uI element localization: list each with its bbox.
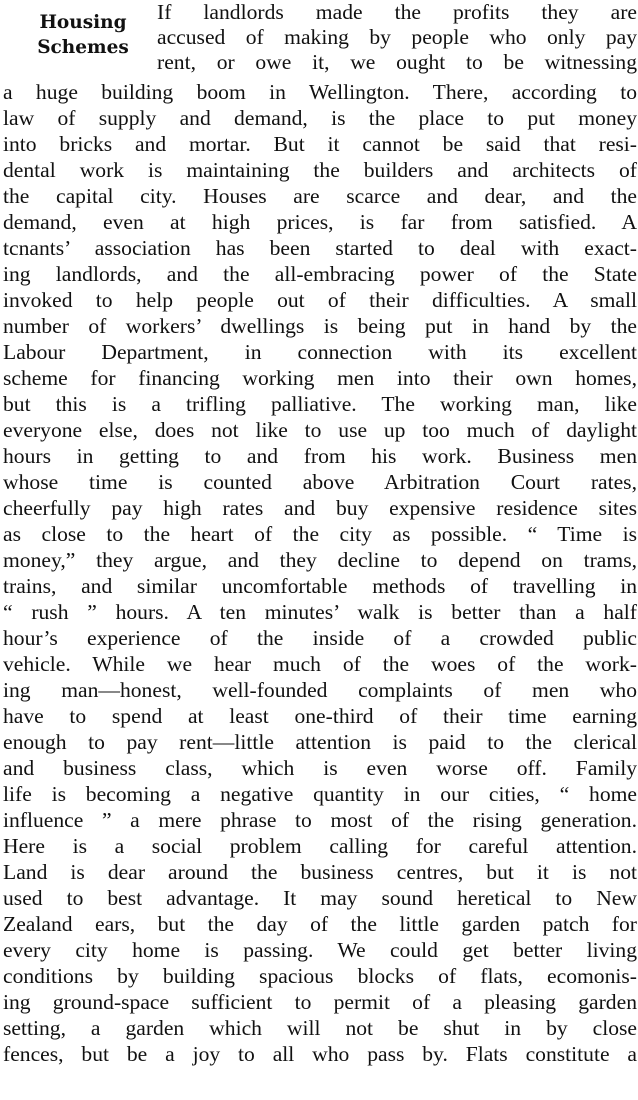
text-line: enough to pay rent—little attention is paid to the clerical xyxy=(3,730,637,754)
text-line: If landlords made the profits they are xyxy=(157,0,637,24)
text-line: ing ground-space sufficient to permit of a pleasing garden xyxy=(3,990,637,1014)
section-heading xyxy=(16,10,150,60)
text-line: conditions by building spacious blocks of flats, ecomonis- xyxy=(3,964,637,988)
text-line: Zealand ears, but the day of the little garden patch for xyxy=(3,912,637,936)
text-line: invoked to help people out of their difficulties. A small xyxy=(3,288,637,312)
text-line: but this is a trifling palliative. The working man, like xyxy=(3,392,637,416)
text-line: trains, and similar uncomfortable methods of travelling in xyxy=(3,574,637,598)
text-line: Land is dear around the business centres, but it is not xyxy=(3,860,637,884)
text-line: a huge building boom in Wellington. There, according to xyxy=(3,80,637,104)
text-line: and business class, which is even worse off. Family xyxy=(3,756,637,780)
text-line: law of supply and demand, is the place to put money xyxy=(3,106,637,130)
text-line: the capital city. Houses are scarce and dear, and the xyxy=(3,184,637,208)
text-line: whose time is counted above Arbitration Court rates, xyxy=(3,470,637,494)
text-line: hour’s experience of the inside of a crowded public xyxy=(3,626,637,650)
text-line: Labour Department, in connection with its excellent xyxy=(3,340,637,364)
heading-line: Schemes xyxy=(37,37,129,58)
text-line: Here is a social problem calling for careful attention. xyxy=(3,834,637,858)
text-line: dental work is maintaining the builders and architects of xyxy=(3,158,637,182)
text-line: ing man—honest, well-founded complaints of men who xyxy=(3,678,637,702)
text-line: setting, a garden which will not be shut in by close xyxy=(3,1016,637,1040)
text-line: demand, even at high prices, is far from satisfied. A xyxy=(3,210,637,234)
text-line: “ rush ” hours. A ten minutes’ walk is better than a half xyxy=(3,600,637,624)
text-line: into bricks and mortar. But it cannot be said that resi- xyxy=(3,132,637,156)
text-line: cheerfully pay high rates and buy expensive residence sites xyxy=(3,496,637,520)
text-line: money,” they argue, and they decline to depend on trams, xyxy=(3,548,637,572)
text-line: have to spend at least one-third of their time earning xyxy=(3,704,637,728)
text-line: hours in getting to and from his work. Business men xyxy=(3,444,637,468)
text-line: number of workers’ dwellings is being put in hand by the xyxy=(3,314,637,338)
text-line: vehicle. While we hear much of the woes of the work- xyxy=(3,652,637,676)
text-line: scheme for financing working men into their own homes, xyxy=(3,366,637,390)
text-line: influence ” a mere phrase to most of the rising generation. xyxy=(3,808,637,832)
text-line: used to best advantage. It may sound heretical to New xyxy=(3,886,637,910)
text-line: everyone else, does not like to use up too much of daylight xyxy=(3,418,637,442)
text-line: tcnants’ association has been started to deal with exact- xyxy=(3,236,637,260)
text-line: ing landlords, and the all-embracing power of the State xyxy=(3,262,637,286)
text-line: life is becoming a negative quantity in our cities, “ home xyxy=(3,782,637,806)
text-line: as close to the heart of the city as possible. “ Time is xyxy=(3,522,637,546)
text-line: rent, or owe it, we ought to be witnessing xyxy=(157,50,637,74)
text-line: fences, but be a joy to all who pass by. Flats constitute a xyxy=(3,1042,637,1066)
heading-line: Housing xyxy=(39,12,127,33)
text-line: accused of making by people who only pay xyxy=(157,25,637,49)
text-line: every city home is passing. We could get better living xyxy=(3,938,637,962)
